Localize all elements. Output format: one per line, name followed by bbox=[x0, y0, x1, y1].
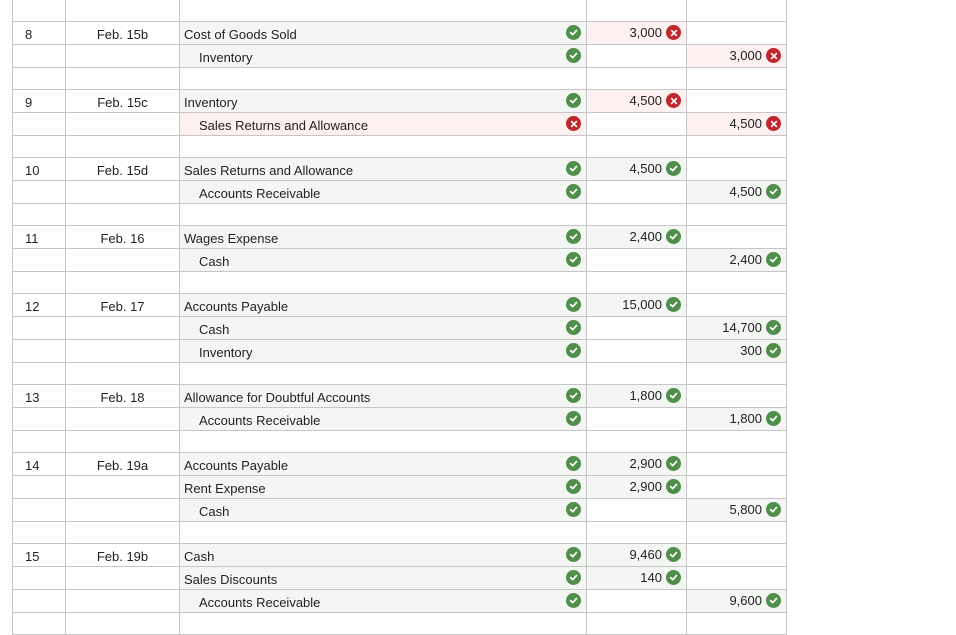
check-circle-icon bbox=[566, 411, 581, 426]
check-circle-icon bbox=[666, 229, 681, 244]
account-name: Cash bbox=[199, 504, 230, 519]
entry-number-cell bbox=[12, 249, 65, 271]
date-cell bbox=[65, 272, 179, 293]
account-cell[interactable] bbox=[179, 158, 586, 180]
entry-number-cell bbox=[12, 272, 65, 293]
account-name: Accounts Payable bbox=[184, 458, 289, 473]
account-cell[interactable] bbox=[179, 317, 586, 339]
account-cell[interactable] bbox=[179, 294, 586, 316]
check-circle-icon bbox=[566, 297, 581, 312]
credit-cell[interactable] bbox=[686, 226, 787, 248]
debit-amount: 4,500 bbox=[629, 93, 662, 108]
spacer-row bbox=[12, 204, 787, 226]
account-cell[interactable] bbox=[179, 181, 586, 203]
account-cell[interactable] bbox=[179, 544, 586, 566]
debit-cell[interactable] bbox=[586, 385, 686, 407]
table-row bbox=[12, 45, 787, 68]
debit-cell[interactable] bbox=[586, 544, 686, 566]
table-row bbox=[12, 499, 787, 522]
account-cell[interactable] bbox=[179, 590, 586, 612]
account-name: Allowance for Doubtful Accounts bbox=[184, 390, 371, 405]
journal-entry-table bbox=[12, 0, 787, 635]
account-name: Inventory bbox=[184, 95, 238, 110]
debit-amount: 140 bbox=[640, 570, 662, 585]
debit-cell[interactable] bbox=[586, 499, 686, 521]
credit-cell[interactable] bbox=[686, 385, 787, 407]
debit-cell bbox=[586, 0, 686, 21]
date-cell bbox=[65, 522, 179, 543]
credit-cell[interactable] bbox=[686, 294, 787, 316]
table-row bbox=[12, 22, 787, 45]
debit-cell bbox=[586, 204, 686, 225]
check-circle-icon bbox=[766, 343, 781, 358]
entry-number-cell bbox=[12, 45, 65, 67]
credit-cell bbox=[686, 68, 787, 89]
account-cell[interactable] bbox=[179, 499, 586, 521]
credit-cell[interactable] bbox=[686, 158, 787, 180]
credit-cell[interactable] bbox=[686, 476, 787, 498]
entry-number-cell: 11 bbox=[12, 226, 65, 248]
account-name: Accounts Receivable bbox=[199, 186, 321, 201]
date-cell bbox=[65, 249, 179, 271]
debit-cell[interactable] bbox=[586, 294, 686, 316]
debit-cell[interactable] bbox=[586, 45, 686, 67]
check-circle-icon bbox=[766, 320, 781, 335]
account-cell[interactable] bbox=[179, 22, 586, 44]
entry-number-cell bbox=[12, 136, 65, 157]
debit-cell[interactable] bbox=[586, 249, 686, 271]
date-cell: Feb. 15b bbox=[65, 22, 179, 44]
debit-cell[interactable] bbox=[586, 113, 686, 135]
date-cell bbox=[65, 431, 179, 452]
entry-number-cell bbox=[12, 181, 65, 203]
entry-number-cell bbox=[12, 340, 65, 362]
spacer-row bbox=[12, 136, 787, 158]
entry-number-cell bbox=[12, 522, 65, 543]
check-circle-icon bbox=[666, 479, 681, 494]
account-cell bbox=[179, 204, 586, 225]
credit-amount: 1,800 bbox=[729, 411, 762, 426]
table-row bbox=[12, 476, 787, 499]
date-cell bbox=[65, 567, 179, 589]
check-circle-icon bbox=[666, 297, 681, 312]
credit-amount: 4,500 bbox=[729, 184, 762, 199]
account-name: Inventory bbox=[199, 50, 253, 65]
credit-amount: 4,500 bbox=[729, 116, 762, 131]
entry-number-cell bbox=[12, 408, 65, 430]
credit-cell[interactable] bbox=[686, 590, 787, 612]
date-cell bbox=[65, 0, 179, 21]
table-row bbox=[12, 158, 787, 181]
date-cell bbox=[65, 476, 179, 498]
credit-amount: 300 bbox=[740, 343, 762, 358]
check-circle-icon bbox=[566, 184, 581, 199]
date-cell bbox=[65, 613, 179, 634]
credit-cell[interactable] bbox=[686, 499, 787, 521]
debit-cell bbox=[586, 136, 686, 157]
date-cell bbox=[65, 181, 179, 203]
table-row bbox=[12, 567, 787, 590]
x-circle-icon bbox=[766, 48, 781, 63]
account-name: Cash bbox=[199, 322, 230, 337]
debit-amount: 2,900 bbox=[629, 479, 662, 494]
account-cell bbox=[179, 0, 586, 21]
account-cell[interactable] bbox=[179, 567, 586, 589]
credit-cell[interactable] bbox=[686, 45, 787, 67]
debit-amount: 1,800 bbox=[629, 388, 662, 403]
debit-cell[interactable] bbox=[586, 90, 686, 112]
entry-number-cell: 8 bbox=[12, 22, 65, 44]
credit-amount: 14,700 bbox=[722, 320, 762, 335]
debit-amount: 9,460 bbox=[629, 547, 662, 562]
account-name: Cash bbox=[184, 549, 215, 564]
credit-amount: 2,400 bbox=[729, 252, 762, 267]
account-cell[interactable] bbox=[179, 226, 586, 248]
account-cell bbox=[179, 363, 586, 384]
entry-number-cell bbox=[12, 499, 65, 521]
date-cell bbox=[65, 204, 179, 225]
credit-cell bbox=[686, 431, 787, 452]
debit-cell[interactable] bbox=[586, 590, 686, 612]
credit-cell[interactable] bbox=[686, 340, 787, 362]
table-row bbox=[12, 226, 787, 249]
credit-cell[interactable] bbox=[686, 453, 787, 475]
credit-cell[interactable] bbox=[686, 544, 787, 566]
check-circle-icon bbox=[566, 456, 581, 471]
account-cell bbox=[179, 522, 586, 543]
credit-cell[interactable] bbox=[686, 90, 787, 112]
date-cell: Feb. 15c bbox=[65, 90, 179, 112]
table-row bbox=[12, 90, 787, 113]
account-name: Rent Expense bbox=[184, 481, 266, 496]
debit-cell bbox=[586, 613, 686, 634]
credit-cell bbox=[686, 522, 787, 543]
debit-cell bbox=[586, 431, 686, 452]
entry-number-cell: 14 bbox=[12, 453, 65, 475]
credit-cell bbox=[686, 204, 787, 225]
check-circle-icon bbox=[666, 570, 681, 585]
account-name: Accounts Payable bbox=[184, 299, 289, 314]
account-cell[interactable] bbox=[179, 90, 586, 112]
debit-cell[interactable] bbox=[586, 340, 686, 362]
check-circle-icon bbox=[766, 184, 781, 199]
check-circle-icon bbox=[566, 25, 581, 40]
entry-number-cell: 10 bbox=[12, 158, 65, 180]
debit-amount: 15,000 bbox=[622, 297, 662, 312]
debit-cell[interactable] bbox=[586, 453, 686, 475]
account-cell[interactable] bbox=[179, 476, 586, 498]
date-cell bbox=[65, 136, 179, 157]
debit-cell[interactable] bbox=[586, 408, 686, 430]
debit-cell[interactable] bbox=[586, 181, 686, 203]
entry-number-cell bbox=[12, 590, 65, 612]
credit-cell[interactable] bbox=[686, 22, 787, 44]
account-name: Accounts Receivable bbox=[199, 595, 321, 610]
entry-number-cell: 13 bbox=[12, 385, 65, 407]
check-circle-icon bbox=[666, 161, 681, 176]
spacer-row bbox=[12, 0, 787, 22]
table-row bbox=[12, 317, 787, 340]
check-circle-icon bbox=[566, 479, 581, 494]
account-name: Sales Discounts bbox=[184, 572, 278, 587]
entry-number-cell bbox=[12, 567, 65, 589]
spacer-row bbox=[12, 363, 787, 385]
debit-cell[interactable] bbox=[586, 567, 686, 589]
spacer-row bbox=[12, 431, 787, 453]
check-circle-icon bbox=[566, 547, 581, 562]
entry-number-cell: 15 bbox=[12, 544, 65, 566]
account-name: Sales Returns and Allowance bbox=[199, 118, 369, 133]
account-cell[interactable] bbox=[179, 340, 586, 362]
entry-number-cell bbox=[12, 317, 65, 339]
check-circle-icon bbox=[566, 252, 581, 267]
check-circle-icon bbox=[666, 388, 681, 403]
credit-amount: 5,800 bbox=[729, 502, 762, 517]
check-circle-icon bbox=[566, 93, 581, 108]
entry-number-cell bbox=[12, 476, 65, 498]
account-cell bbox=[179, 613, 586, 634]
table-row bbox=[12, 340, 787, 363]
table-row bbox=[12, 294, 787, 317]
entry-number-cell bbox=[12, 204, 65, 225]
x-circle-icon bbox=[666, 25, 681, 40]
x-circle-icon bbox=[566, 116, 581, 131]
account-cell[interactable] bbox=[179, 249, 586, 271]
check-circle-icon bbox=[766, 502, 781, 517]
debit-amount: 2,900 bbox=[629, 456, 662, 471]
debit-cell[interactable] bbox=[586, 226, 686, 248]
date-cell: Feb. 19b bbox=[65, 544, 179, 566]
credit-cell[interactable] bbox=[686, 181, 787, 203]
spacer-row bbox=[12, 522, 787, 544]
check-circle-icon bbox=[566, 593, 581, 608]
credit-cell bbox=[686, 0, 787, 21]
x-circle-icon bbox=[666, 93, 681, 108]
credit-cell bbox=[686, 363, 787, 384]
account-name: Sales Returns and Allowance bbox=[184, 163, 354, 178]
date-cell bbox=[65, 340, 179, 362]
debit-cell bbox=[586, 522, 686, 543]
account-cell bbox=[179, 272, 586, 293]
check-circle-icon bbox=[566, 229, 581, 244]
debit-amount: 4,500 bbox=[629, 161, 662, 176]
entry-number-cell bbox=[12, 68, 65, 89]
entry-number-cell: 12 bbox=[12, 294, 65, 316]
credit-cell bbox=[686, 136, 787, 157]
spacer-row bbox=[12, 272, 787, 294]
account-name: Cash bbox=[199, 254, 230, 269]
credit-cell[interactable] bbox=[686, 113, 787, 135]
debit-cell[interactable] bbox=[586, 22, 686, 44]
entry-number-cell bbox=[12, 113, 65, 135]
account-cell[interactable] bbox=[179, 408, 586, 430]
table-row bbox=[12, 544, 787, 567]
entry-number-cell bbox=[12, 613, 65, 634]
check-circle-icon bbox=[766, 411, 781, 426]
account-cell[interactable] bbox=[179, 453, 586, 475]
check-circle-icon bbox=[566, 388, 581, 403]
date-cell bbox=[65, 408, 179, 430]
account-cell bbox=[179, 431, 586, 452]
check-circle-icon bbox=[666, 547, 681, 562]
spacer-row bbox=[12, 68, 787, 90]
credit-cell[interactable] bbox=[686, 249, 787, 271]
credit-cell[interactable] bbox=[686, 317, 787, 339]
table-row bbox=[12, 181, 787, 204]
check-circle-icon bbox=[566, 502, 581, 517]
date-cell bbox=[65, 499, 179, 521]
table-row bbox=[12, 385, 787, 408]
account-cell bbox=[179, 68, 586, 89]
check-circle-icon bbox=[566, 320, 581, 335]
entry-number-cell bbox=[12, 363, 65, 384]
table-row bbox=[12, 453, 787, 476]
account-cell[interactable] bbox=[179, 113, 586, 135]
credit-cell bbox=[686, 613, 787, 634]
check-circle-icon bbox=[766, 252, 781, 267]
debit-amount: 3,000 bbox=[629, 25, 662, 40]
entry-number-cell bbox=[12, 0, 65, 21]
date-cell bbox=[65, 590, 179, 612]
credit-amount: 3,000 bbox=[729, 48, 762, 63]
date-cell bbox=[65, 317, 179, 339]
debit-amount: 2,400 bbox=[629, 229, 662, 244]
credit-amount: 9,600 bbox=[729, 593, 762, 608]
check-circle-icon bbox=[566, 161, 581, 176]
debit-cell[interactable] bbox=[586, 476, 686, 498]
account-name: Cost of Goods Sold bbox=[184, 27, 297, 42]
x-circle-icon bbox=[766, 116, 781, 131]
account-cell bbox=[179, 136, 586, 157]
debit-cell[interactable] bbox=[586, 158, 686, 180]
table-row bbox=[12, 249, 787, 272]
date-cell: Feb. 16 bbox=[65, 226, 179, 248]
debit-cell[interactable] bbox=[586, 317, 686, 339]
date-cell bbox=[65, 363, 179, 384]
table-row bbox=[12, 113, 787, 136]
debit-cell bbox=[586, 363, 686, 384]
account-name: Wages Expense bbox=[184, 231, 279, 246]
table-row bbox=[12, 408, 787, 431]
debit-cell bbox=[586, 272, 686, 293]
date-cell bbox=[65, 68, 179, 89]
check-circle-icon bbox=[566, 48, 581, 63]
credit-cell[interactable] bbox=[686, 567, 787, 589]
check-circle-icon bbox=[766, 593, 781, 608]
credit-cell bbox=[686, 272, 787, 293]
check-circle-icon bbox=[566, 343, 581, 358]
date-cell: Feb. 17 bbox=[65, 294, 179, 316]
date-cell bbox=[65, 45, 179, 67]
check-circle-icon bbox=[566, 570, 581, 585]
date-cell bbox=[65, 113, 179, 135]
table-row bbox=[12, 590, 787, 613]
check-circle-icon bbox=[666, 456, 681, 471]
credit-cell[interactable] bbox=[686, 408, 787, 430]
date-cell: Feb. 18 bbox=[65, 385, 179, 407]
date-cell: Feb. 15d bbox=[65, 158, 179, 180]
account-name: Inventory bbox=[199, 345, 253, 360]
debit-cell bbox=[586, 68, 686, 89]
account-name: Accounts Receivable bbox=[199, 413, 321, 428]
entry-number-cell bbox=[12, 431, 65, 452]
account-cell[interactable] bbox=[179, 45, 586, 67]
entry-number-cell: 9 bbox=[12, 90, 65, 112]
account-cell[interactable] bbox=[179, 385, 586, 407]
date-cell: Feb. 19a bbox=[65, 453, 179, 475]
